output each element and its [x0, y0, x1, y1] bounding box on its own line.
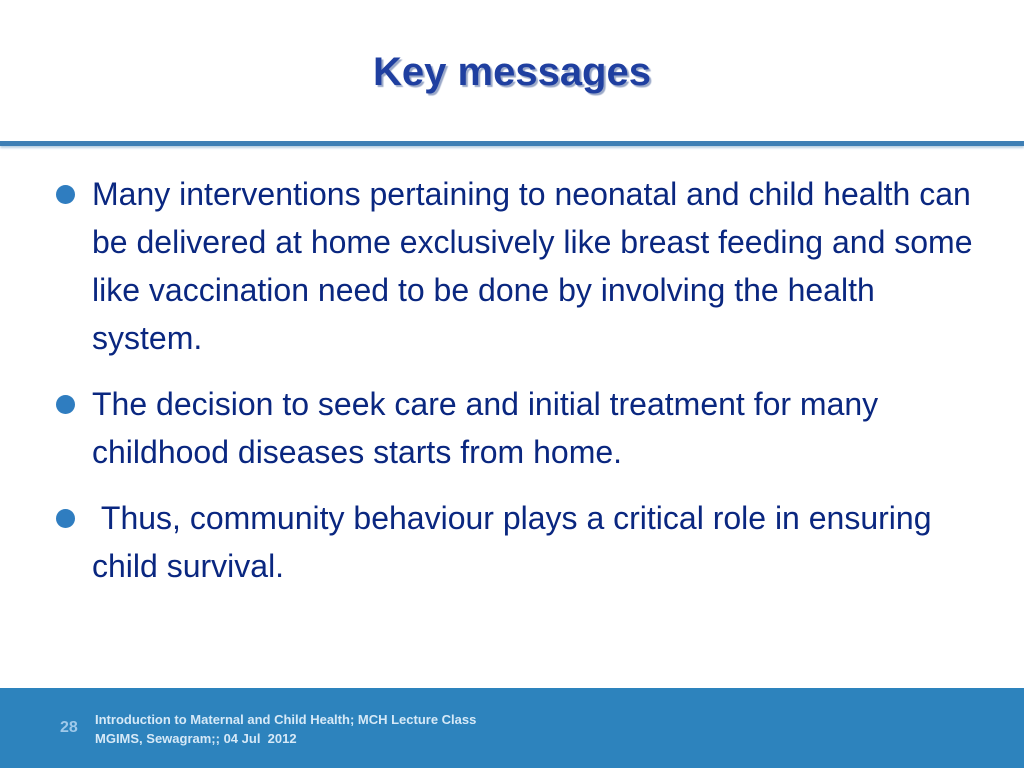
bullet-dot-icon	[56, 185, 75, 204]
footer-bar	[0, 688, 1024, 768]
bullet-item	[56, 494, 976, 590]
bullet-list	[56, 170, 976, 590]
title-divider	[0, 141, 1024, 146]
footer-line-2: MGIMS, Sewagram;; 04 Jul 2012	[95, 731, 297, 746]
bullet-dot-icon	[56, 509, 75, 528]
footer-line-1: Introduction to Maternal and Child Health; MCH Lecture Class	[95, 712, 477, 727]
bullet-item	[56, 170, 976, 362]
slide-number: 28	[60, 719, 78, 736]
bullet-text: The decision to seek care and initial treatment for many childhood diseases starts from home.	[92, 386, 879, 470]
bullet-item	[56, 380, 976, 476]
bullet-text: Thus, community behaviour plays a critical role in ensuring child survival.	[92, 500, 941, 584]
slide-title: Key messages	[373, 50, 651, 94]
footer-caption	[95, 710, 476, 748]
bullet-text: Many interventions pertaining to neonatal and child health can be delivered at home exclusively like breast feeding and some like vaccination need to be done by involving the health system.	[92, 176, 973, 356]
bullet-dot-icon	[56, 395, 75, 414]
